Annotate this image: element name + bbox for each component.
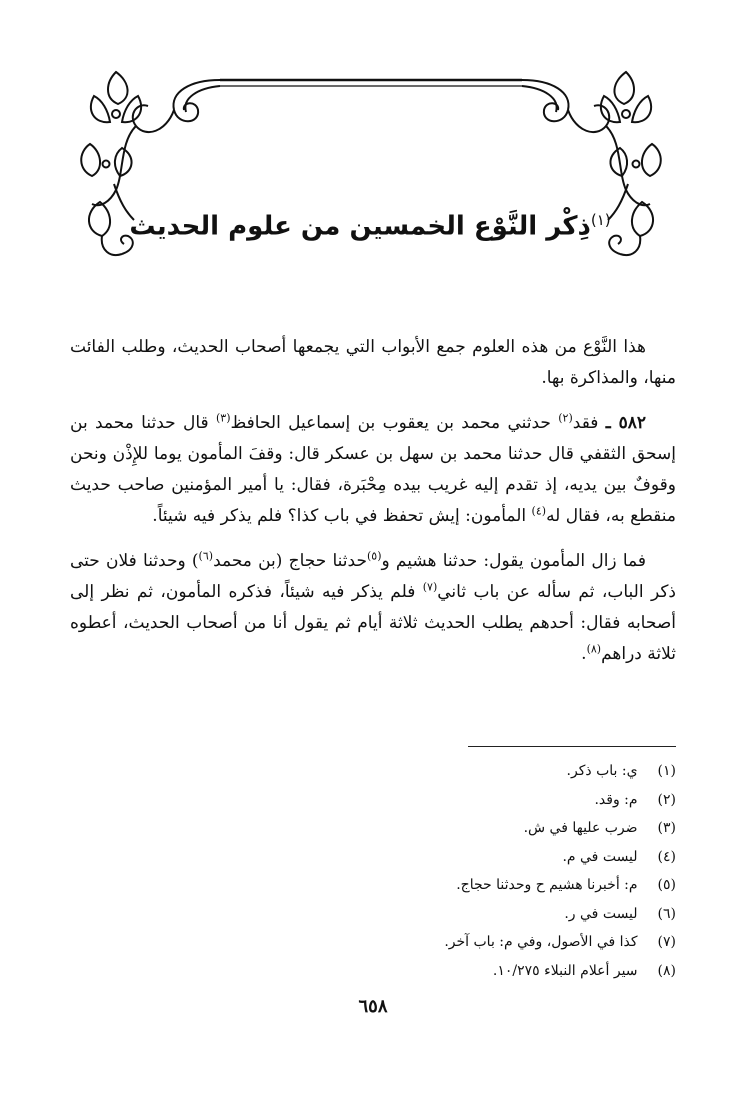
footnote-item (300, 757, 676, 786)
footnote-number: (١) (657, 763, 676, 779)
footnote-text: ضرب عليها في ش. (523, 820, 638, 836)
text-run: . (581, 644, 587, 664)
chapter-title-text: ذِكْر النَّوْع الخمسين من علوم الحديث (129, 211, 591, 242)
footnote-item (300, 957, 676, 986)
footnote-text: م: وقد. (594, 791, 638, 808)
footnote-ref: (٤) (531, 504, 547, 518)
text-run: فما زال المأمون يقول: حدثنا هشيم و (381, 551, 646, 571)
footnote-ref: (٨) (586, 642, 602, 656)
footnote-item (300, 900, 676, 929)
footnotes-list (300, 757, 676, 985)
footnote-separator (468, 746, 676, 747)
footnote-ref: (٢) (558, 411, 573, 425)
footnote-item (300, 786, 676, 815)
footnote-ref: (٦) (198, 549, 214, 563)
continuation-paragraph (70, 546, 676, 670)
text-run: ) وحدثنا فلان حتى ذكر الباب، ثم سأله عن باب ثاني (70, 551, 677, 602)
footnote-number: (٥) (657, 877, 676, 893)
footnote-number: (٦) (657, 905, 676, 922)
footnote-text: ي: باب ذكر. (566, 763, 638, 779)
footnote-ref: (٧) (422, 580, 438, 594)
intro-paragraph: هذا النَّوْع من هذه العلوم جمع الأبواب التي يجمعها أصحاب الحديث، وطلب الفائت منها، والمذاكرة بها. (70, 337, 676, 388)
footnote-item (300, 814, 676, 843)
page-number: ٦٥٨ (358, 996, 388, 1017)
text-run: حدثنا حجاج (بن محمد (213, 551, 367, 571)
footnote-text: سير أعلام النبلاء ١٠/٢٧٥. (492, 962, 638, 979)
chapter-title (110, 192, 630, 248)
footnote-text: ليست في م. (562, 848, 638, 865)
footnote-ref: (٣) (215, 411, 231, 425)
footnote-item (300, 928, 676, 957)
hadith-582-paragraph (70, 408, 676, 532)
hadith-number: ٥٨٢ ـ (605, 413, 647, 433)
footnote-text: ليست في ر. (564, 905, 638, 922)
title-footnote-ref: (١) (590, 211, 611, 229)
text-run: المأمون: إيش تحفظ في باب كذا؟ فلم يذكر فيه شيئاً. (152, 506, 527, 526)
footnote-text: م: أخبرنا هشيم ح وحدثنا حجاج. (456, 877, 638, 893)
footnote-item (300, 843, 676, 872)
footnote-item (300, 871, 676, 900)
text-run: فلم يذكر فيه شيئاً، فذكره المأمون، ثم نظر إلى أصحابه فقال: أحدهم يطلب الحديث ثلاثة أيام ثم يقول أنا من أصحاب الحديث، أعطوه ثلاثة دراهم (70, 582, 676, 664)
footnote-number: (٤) (657, 848, 676, 865)
footnote-number: (٣) (657, 820, 676, 836)
footnote-text: كذا في الأصول، وفي م: باب آخر. (444, 934, 638, 950)
text-run: قال حدثنا محمد بن إسحق الثقفي قال حدثنا محمد بن سهل بن عسكر قال: وقفَ المأمون يوما للإِذْن ونحن وقوفٌ بين يديه، إذ تقدم إليه غريب بيده مِحْبَرة، فقال: يا أمير المؤمنين صاحب حديث منقطع به، فقال له (70, 413, 676, 526)
footnote-number: (٢) (657, 791, 676, 808)
footnote-ref: (٥) (366, 549, 382, 563)
main-text (70, 332, 676, 684)
footnote-number: (٨) (657, 962, 676, 979)
text-run: حدثني محمد بن يعقوب بن إسماعيل الحافظ (230, 413, 551, 433)
text-run: فقد (572, 413, 599, 433)
footnote-number: (٧) (657, 934, 676, 950)
